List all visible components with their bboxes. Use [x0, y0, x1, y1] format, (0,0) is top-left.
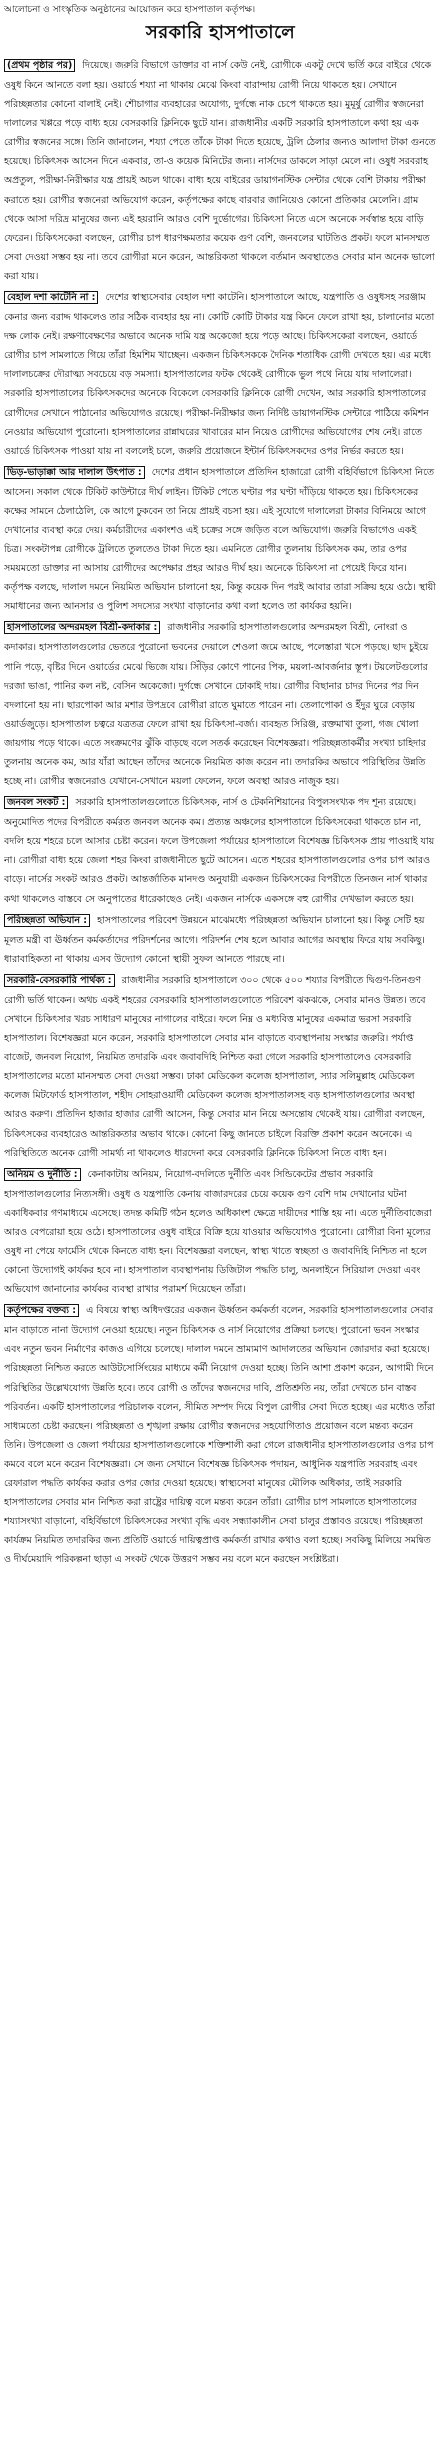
lead-line: আলোচনা ও সাংস্কৃতিক অনুষ্ঠানের আয়োজন করে হাসপাতাল কর্তৃপক্ষ। [4, 5, 256, 15]
section-heading: বেহাল দশা কাটেনি না : [4, 291, 98, 304]
section-body: রাজধানীর সরকারি হাসপাতালে ৩০০ থেকে ৫০০ শয্যার বিপরীতে দ্বিগুণ-তিনগুণ রোগী ভর্তি থাকেন। অথচ একই শহরের বেসরকারি হাসপাতালগুলোতে পরিবেশ ঝকঝকে, সেবার মানও উন্নত। তবে সেখানে চিকিৎসার খরচ সাধারণ মানুষের নাগালের বাইরে। ফলে নিম্ন ও মধ্যবিত্ত মানুষের একমাত্র ভরসা সরকারি হাসপাতাল। বিশেষজ্ঞরা মনে করেন, সরকারি হাসপাতালে সেবার মান বাড়াতে ব্যবস্থাপনায় সংস্কার জরুরি। পর্যাপ্ত বাজেট, জনবল নিয়োগ, নিয়মিত তদারকি এবং জবাবদিহি নিশ্চিত করা গেলে সরকারি হাসপাতালেও বেসরকারি হাসপাতালের মতো মানসম্মত সেবা দেওয়া সম্ভব। ঢাকা মেডিকেল কলেজ হাসপাতাল, স্যার সলিমুল্লাহ মেডিকেল কলেজ মিটফোর্ড হাসপাতাল, শহীদ সোহরাওয়ার্দী মেডিকেল কলেজ হাসপাতালসহ বড় হাসপাতালগুলোর অবস্থা আরও করুণ। প্রতিদিন হাজার হাজার রোগী আসেন, কিন্তু সেবার মান নিয়ে অসন্তোষ থেকেই যায়। রোগীরা বলছেন, চিকিৎসকের ব্যবহারেও আন্তরিকতার অভাব থাকে। কোনো কিছু জানতে চাইলে বিরক্তি প্রকাশ করেন অনেকে। এ পরিস্থিতিতে অনেক রোগী সামর্থ্য না থাকলেও ধারদেনা করে বেসরকারি ক্লিনিকে চিকিৎসা নিতে বাধ্য হন। [4, 974, 426, 1159]
section-heading: হাসপাতালের অন্দরমহল বিশ্রী-কদাকার : [4, 621, 160, 634]
article-section [4, 968, 437, 1160]
section-body: এ বিষয়ে স্বাস্থ্য অধিদপ্তরের একজন ঊর্ধ্বতন কর্মকর্তা বলেন, সরকারি হাসপাতালগুলোর সেবার মান বাড়াতে নানা উদ্যোগ নেওয়া হয়েছে। নতুন চিকিৎসক ও নার্স নিয়োগের প্রক্রিয়া চলছে। পুরোনো ভবন সংস্কার এবং নতুন ভবন নির্মাণের কাজও এগিয়ে চলেছে। দালাল দমনে ভ্রাম্যমাণ আদালতের অভিযান জোরদার করা হয়েছে। পরিচ্ছন্নতা নিশ্চিত করতে আউটসোর্সিংয়ের মাধ্যমে কর্মী নিয়োগ দেওয়া হচ্ছে। তিনি আশা প্রকাশ করেন, আগামী দিনে পরিস্থিতির উল্লেখযোগ্য উন্নতি হবে। তবে রোগী ও তাঁদের স্বজনদের দাবি, প্রতিশ্রুতি নয়, তাঁরা দেখতে চান বাস্তব পরিবর্তন। একটি হাসপাতালের পরিচালক বলেন, সীমিত সম্পদ দিয়ে বিপুল রোগীর সেবা দিতে হচ্ছে। এর মধ্যেও তাঁরা সাধ্যমতো চেষ্টা করছেন। পরিচ্ছন্নতা ও শৃঙ্খলা রক্ষায় রোগীর স্বজনদের সহযোগিতাও প্রয়োজন বলে মন্তব্য করেন তিনি। উপজেলা ও জেলা পর্যায়ের হাসপাতালগুলোকে শক্তিশালী করা গেলে রাজধানীর হাসপাতালগুলোর ওপর চাপ কমবে বলে মনে করেন বিশেষজ্ঞরা। সে জন্য সেখানে বিশেষজ্ঞ চিকিৎসক পদায়ন, আধুনিক যন্ত্রপাতি সরবরাহ এবং রেফারাল পদ্ধতি কার্যকর করার ওপর জোর দেওয়া হয়েছে। স্বাস্থ্যসেবা মানুষের মৌলিক অধিকার, তাই সরকারি হাসপাতালের সেবার মান নিশ্চিত করা রাষ্ট্রের দায়িত্ব বলে মন্তব্য করেন তাঁরা। রোগীর চাপ সামলাতে হাসপাতালের শয্যাসংখ্যা বাড়ানো, বহির্বিভাগে চিকিৎসকের সংখ্যা বৃদ্ধি এবং সন্ধ্যাকালীন সেবা চালুর প্রস্তাবও রয়েছে। পরিচ্ছন্নতা কার্যক্রম নিয়মিত তদারকির জন্য প্রতিটি ওয়ার্ডে দায়িত্বপ্রাপ্ত কর্মকর্তা রাখার কথাও বলা হচ্ছে। সবকিছু মিলিয়ে সমন্বিত ও দীর্ঘমেয়াদি পরিকল্পনা ছাড়া এ সংকট থেকে উত্তরণ সম্ভব নয় বলে মনে করছেন সংশ্লিষ্টরা। [4, 1305, 435, 1566]
section-body: হাসপাতালের পরিবেশ উন্নয়নে মাঝেমধ্যে পরিচ্ছন্নতা অভিযান চালানো হয়। কিন্তু সেটি হয় মূলত মন্ত্রী বা ঊর্ধ্বতন কর্মকর্তাদের পরিদর্শনের আগে। পরিদর্শন শেষ হলে আবার আগের অবস্থায় ফিরে যায় সবকিছু। ধারাবাহিকতা না থাকায় এসব উদ্যোগ কোনো স্থায়ী সুফল আনতে পারছে না। [4, 914, 425, 965]
section-body: দিয়েছে। জরুরি বিভাগে ডাক্তার বা নার্স কেউ নেই, রোগীকে একটু দেখে ভর্তি করে বাইরে থেকে ওষুধ কিনে আনতে বলা হয়। ওয়ার্ডে শয্যা না থাকায় মেঝে কিংবা বারান্দায় রোগী নিয়ে থাকতে হয়। সেখানে পরিচ্ছন্নতার কোনো বালাই নেই। শৌচাগার ব্যবহারের অযোগ্য, দুর্গন্ধে নাক চেপে থাকতে হয়। মুমূর্ষু রোগীর স্বজনেরা দালালের খপ্পরে পড়ে বাধ্য হয়ে বেসরকারি ক্লিনিকে ছুটে যান। রাজধানীর একটি সরকারি হাসপাতালে কথা হয় এক রোগীর স্বজনের সঙ্গে। তিনি জানালেন, শয্যা পেতে তাঁকে টাকা দিতে হয়েছে, ট্রলি ঠেলার জন্যও আলাদা টাকা গুনতে হয়েছে। চিকিৎসক আসেন দিনে একবার, তা-ও কয়েক মিনিটের জন্য। নার্সদের ডাকলে সাড়া মেলে না। ওষুধ সরবরাহ অপ্রতুল, পরীক্ষা-নিরীক্ষার যন্ত্র প্রায়ই অচল থাকে। বাধ্য হয়ে বাইরের ডায়াগনস্টিক সেন্টার থেকে বেশি টাকায় পরীক্ষা করাতে হয়। রোগীর স্বজনেরা অভিযোগ করেন, কর্তৃপক্ষের কাছে বারবার জানিয়েও কোনো প্রতিকার মেলেনি। গ্রাম থেকে আসা দরিদ্র মানুষের জন্য এই হয়রানি আরও বেশি দুর্ভোগের। চিকিৎসা নিতে এসে অনেকে সর্বস্বান্ত হয়ে বাড়ি ফেরেন। চিকিৎসকেরা বলছেন, রোগীর চাপ ধারণক্ষমতার কয়েক গুণ বেশি, জনবলের ঘাটতিও প্রকট। ফলে মানসম্মত সেবা দেওয়া সম্ভব হয় না। তবে রোগীরা মনে করেন, আন্তরিকতা থাকলে বর্তমান অবস্থাতেও সেবার মান অনেক ভালো করা যায়। [4, 60, 436, 282]
article-section [4, 53, 437, 283]
article-section [4, 615, 437, 788]
section-heading: পরিচ্ছন্নতা অভিযান : [4, 914, 90, 927]
section-body: দেশের স্বাস্থ্যসেবার বেহাল দশা কাটেনি। হাসপাতালে আছে, যন্ত্রপাতি ও ওষুধসহ সরঞ্জাম কেনার জন্য বরাদ্দ থাকলেও তার সঠিক ব্যবহার হয় না। কোটি কোটি টাকার যন্ত্র কিনে ফেলে রাখা হয়, চালানোর মতো দক্ষ লোক নেই। রক্ষণাবেক্ষণের অভাবে অনেক দামি যন্ত্র অকেজো হয়ে পড়ে আছে। চিকিৎসকেরা বলছেন, ওয়ার্ডে রোগীর চাপ সামলাতে গিয়ে তাঁরা হিমশিম খাচ্ছেন। একজন চিকিৎসককে দৈনিক শতাধিক রোগী দেখতে হয়। এর মধ্যে দালালচক্রের দৌরাত্ম্য সবচেয়ে বড় সমস্যা। হাসপাতালের ফটক থেকেই রোগীকে ভুল পথে নিয়ে যায় দালালেরা। সরকারি হাসপাতালের চিকিৎসকদের অনেকে বিকেলে বেসরকারি ক্লিনিকে রোগী দেখেন, আর সরকারি হাসপাতালের রোগীদের সেখানে পাঠানোর অভিযোগও রয়েছে। পরীক্ষা-নিরীক্ষার জন্য নির্দিষ্ট ডায়াগনস্টিক সেন্টারে পাঠিয়ে কমিশন নেওয়ার অভিযোগ পুরোনো। হাসপাতালের রান্নাঘরের খাবারের মান নিয়েও রোগীদের অভিযোগের শেষ নেই। রাতে ওয়ার্ডে চিকিৎসক পাওয়া যায় না বললেই চলে, জরুরি প্রয়োজনে ইন্টার্ন চিকিৎসকদের ওপর নির্ভর করতে হয়। [4, 292, 435, 457]
article-section [4, 790, 437, 905]
article-section [4, 1162, 437, 1297]
section-heading: জনবল সংকট : [4, 796, 68, 809]
section-body: রাজধানীর সরকারি হাসপাতালগুলোর অন্দরমহল বিশ্রী, নোংরা ও কদাকার। হাসপাতালগুলোর ভেতরে পুরোনো ভবনের দেয়ালে শেওলা জমে আছে, পলেস্তারা খসে পড়ছে। ছাদ চুইয়ে পানি পড়ে, বৃষ্টির দিনে ওয়ার্ডের মেঝে ভিজে যায়। সিঁড়ির কোণে পানের পিক, ময়লা-আবর্জনার স্তূপ। টয়লেটগুলোর দরজা ভাঙা, পানির কল নষ্ট, বেসিন অকেজো। দুর্গন্ধে সেখানে ঢোকাই দায়। রোগীর বিছানার চাদর দিনের পর দিন বদলানো হয় না। ছারপোকা আর মশার উপদ্রবে রোগীরা রাতে ঘুমাতে পারেন না। তেলাপোকা ও ইঁদুর ঘুরে বেড়ায় ওয়ার্ডজুড়ে। হাসপাতাল চত্বরে যত্রতত্র ফেলে রাখা হয় চিকিৎসা-বর্জ্য। ব্যবহৃত সিরিঞ্জ, রক্তমাখা তুলা, গজ খোলা জায়গায় পড়ে থাকে। এতে সংক্রমণের ঝুঁকি বাড়ছে বলে সতর্ক করেছেন বিশেষজ্ঞরা। পরিচ্ছন্নতাকর্মীর সংখ্যা চাহিদার তুলনায় অনেক কম, আর যাঁরা আছেন তাঁদের অনেকে নিয়মিত কাজ করেন না। তদারকির অভাবে পরিস্থিতির উন্নতি হচ্ছে না। রোগীর স্বজনেরাও যেখানে-সেখানে ময়লা ফেলেন, ফলে অবস্থা আরও নাজুক হয়। [4, 622, 429, 788]
article-section [4, 1298, 437, 1566]
news-article [4, 4, 437, 2453]
section-heading: ভিড়-ভাড়াক্কা আর দালাল উৎপাত : [4, 466, 145, 479]
section-body: কেনাকাটায় অনিয়ম, নিয়োগ-বদলিতে দুর্নীতি এবং সিন্ডিকেটের প্রভাব সরকারি হাসপাতালগুলোর নিত্যসঙ্গী। ওষুধ ও যন্ত্রপাতি কেনায় বাজারদরের চেয়ে কয়েক গুণ বেশি দাম দেখানোর ঘটনা একাধিকবার গণমাধ্যমে এসেছে। তদন্ত কমিটি গঠন হলেও অধিকাংশ ক্ষেত্রে দায়ীদের শাস্তি হয় না। এতে দুর্নীতিবাজেরা আরও বেপরোয়া হয়ে ওঠে। হাসপাতালের ওষুধ বাইরে বিক্রি হয়ে যাওয়ার অভিযোগও পুরোনো। রোগীরা বিনা মূল্যের ওষুধ না পেয়ে ফার্মেসি থেকে কিনতে বাধ্য হন। বিশেষজ্ঞরা বলছেন, স্বাস্থ্য খাতে স্বচ্ছতা ও জবাবদিহি নিশ্চিত না হলে কোনো উদ্যোগই কার্যকর হবে না। হাসপাতাল ব্যবস্থাপনায় ডিজিটাল পদ্ধতি চালু, অনলাইনে সিরিয়াল দেওয়া এবং অভিযোগ জানানোর কার্যকর ব্যবস্থা রাখার পরামর্শ দিয়েছেন তাঁরা। [4, 1168, 432, 1296]
section-heading: (প্রথম পৃষ্ঠার পর) [4, 59, 75, 72]
article-section [4, 285, 437, 458]
section-heading: অনিয়ম ও দুর্নীতি : [4, 1168, 81, 1181]
section-body: দেশের প্রধান হাসপাতালে প্রতিদিন হাজারো রোগী বহির্বিভাগে চিকিৎসা নিতে আসেন। সকাল থেকে টিকিট কাউন্টারে দীর্ঘ লাইন। টিকিট পেতে ঘণ্টার পর ঘণ্টা দাঁড়িয়ে থাকতে হয়। চিকিৎসকের কক্ষের সামনে ঠেলাঠেলি, কে আগে ঢুকবেন তা নিয়ে প্রায়ই বচসা হয়। এই সুযোগে দালালেরা টাকার বিনিময়ে আগে দেখানোর ব্যবস্থা করে দেয়। কর্মচারীদের একাংশও এই চক্রের সঙ্গে জড়িত বলে অভিযোগ। জরুরি বিভাগেও একই চিত্র। সংকটাপন্ন রোগীকে ট্রলিতে তুলতেও টাকা দিতে হয়। এমনিতে রোগীর তুলনায় চিকিৎসক কম, তার ওপর সময়মতো ডাক্তার না আসায় রোগীদের অপেক্ষার প্রহর আরও দীর্ঘ হয়। অনেকে চিকিৎসা না পেয়েই ফিরে যান। কর্তৃপক্ষ বলছে, দালাল দমনে নিয়মিত অভিযান চালানো হয়, কিন্তু কয়েক দিন পরই আবার তারা সক্রিয় হয়ে ওঠে। স্থায়ী সমাধানের জন্য আনসার ও পুলিশ সদস্যের সংখ্যা বাড়ানোর কথা বলা হলেও তা কার্যকর হয়নি। [4, 466, 436, 613]
section-body: সরকারি হাসপাতালগুলোতে চিকিৎসক, নার্স ও টেকনিশিয়ানের বিপুলসংখ্যক পদ শূন্য রয়েছে। অনুমোদিত পদের বিপরীতে কর্মরত জনবল অনেক কম। প্রত্যন্ত অঞ্চলের হাসপাতালে চিকিৎসকেরা থাকতে চান না, বদলি হয়ে শহরে চলে আসার চেষ্টা করেন। ফলে উপজেলা পর্যায়ের হাসপাতালে বিশেষজ্ঞ চিকিৎসক প্রায় পাওয়াই যায় না। রোগীরা বাধ্য হয়ে জেলা শহর কিংবা রাজধানীতে ছুটে আসেন। এতে শহরের হাসপাতালগুলোর ওপর চাপ আরও বাড়ে। নার্সের সংকট আরও প্রকট। আন্তর্জাতিক মানদণ্ড অনুযায়ী একজন চিকিৎসকের বিপরীতে তিনজন নার্স থাকার কথা থাকলেও বাস্তবে সে অনুপাতের ধারেকাছেও নেই। একজন নার্সকে একসঙ্গে বহু রোগীর দেখভাল করতে হয়। [4, 797, 435, 905]
section-heading: সরকারি-বেসরকারি পার্থক্য : [4, 974, 115, 987]
article-section [4, 460, 437, 614]
article-section [4, 908, 437, 966]
article-headline: সরকারি হাসপাতালে [145, 22, 296, 43]
section-heading: কর্তৃপক্ষের বক্তব্য : [4, 1304, 79, 1317]
